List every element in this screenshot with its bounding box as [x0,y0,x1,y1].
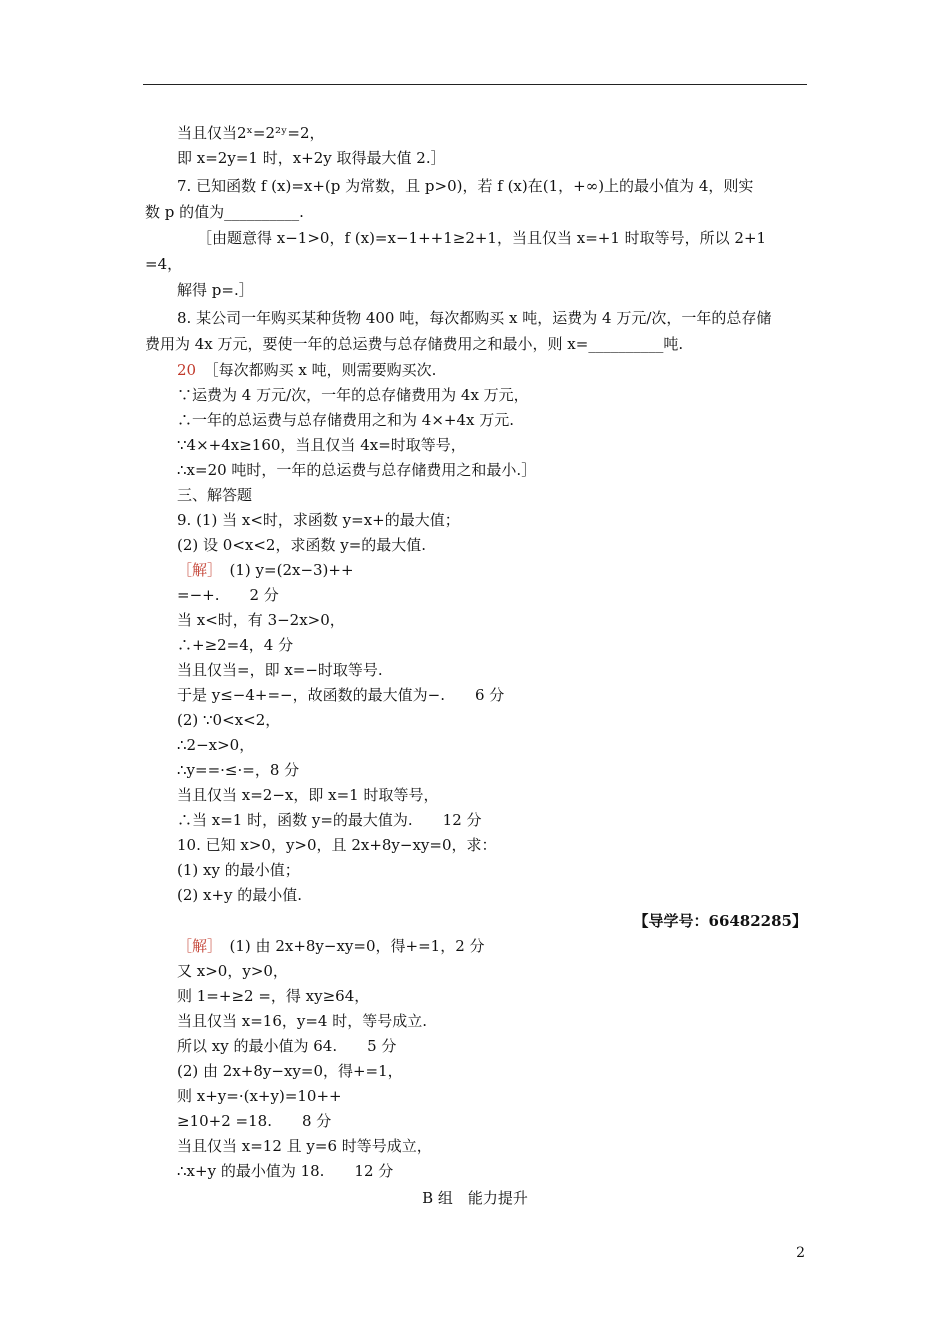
line-text: ∴+≥2=4，4 分 [177,636,294,654]
line-text: 又 x>0，y>0， [177,962,288,980]
text-line [177,511,807,529]
text-line [177,1012,807,1030]
line-text: (2) ∵0<x<2， [177,711,281,729]
text-line [177,561,807,579]
line-text: (1) 由 2x+8y−xy=0，得+=1，2 分 [229,937,485,955]
text-line [177,1037,807,1055]
answer-label: ［解］ [177,937,215,955]
answer-label: 20 [177,361,197,379]
line-text: ∴x+y 的最小值为 18. 12 分 [177,1162,394,1180]
line-text: (2) x+y 的最小值. [177,886,303,904]
text-line [177,861,807,879]
text-line [177,661,807,679]
text-line [177,937,807,955]
text-line [177,962,807,980]
text-line [177,1162,807,1180]
text-line [177,281,807,299]
line-text: (2) 由 2x+8y−xy=0，得+=1， [177,1062,403,1080]
line-text: 所以 xy 的最小值为 64. 5 分 [177,1037,397,1055]
line-text: 三、解答题 [177,486,253,504]
text-line [177,486,807,504]
text-line [177,124,807,142]
text-line [177,1137,807,1155]
answer-label: ［解］ [177,561,215,579]
line-text: 解得 p=.］ [177,281,254,299]
line-text: 费用为 4x 万元，要使一年的总运费与总存储费用之和最小，则 x=__________吨. [145,335,684,353]
text-line [177,611,807,629]
line-text: ［由题意得 x−1>0，f (x)=x−1++1≥2+1，当且仅当 x=+1 时取等号，所以 2+1 [197,229,767,247]
text-line [177,586,807,604]
line-text: 10. 已知 x>0，y>0，且 2x+8y−xy=0，求： [177,836,497,854]
line-text: =−+. 2 分 [177,586,279,604]
line-text: ∵运费为 4 万元/次，一年的总存储费用为 4x 万元， [177,386,529,404]
line-text: =4， [145,255,183,273]
line-text: 当且仅当 x=12 且 y=6 时等号成立， [177,1137,432,1155]
line-text: 【导学号：66482285】 [633,912,807,930]
line-text: 当且仅当 x=16，y=4 时，等号成立. [177,1012,428,1030]
line-text: 当且仅当 x=2−x，即 x=1 时取等号， [177,786,439,804]
text-line [177,386,807,404]
text-line [177,1087,807,1105]
line-text: ［每次都购买 x 吨，则需要购买次. [211,361,437,379]
line-text: (2) 设 0<x<2，求函数 y=的最大值. [177,536,427,554]
text-line [177,761,807,779]
text-line [177,886,807,904]
line-text: 当且仅当=，即 x=−时取等号. [177,661,383,679]
text-line [177,686,807,704]
line-text: 则 1=+≥2 =，得 xy≥64， [177,987,370,1005]
text-line [177,736,807,754]
line-text: 8. 某公司一年购买某种货物 400 吨，每次都购买 x 吨，运费为 4 万元/次，一年的总存储 [177,309,772,327]
text-line [177,1112,807,1130]
text-line [145,255,775,273]
line-text: 即 x=2y=1 时，x+2y 取得最大值 2.］ [177,149,446,167]
text-line [197,229,827,247]
line-text: 9. (1) 当 x<时，求函数 y=x+的最大值； [177,511,460,529]
reference-number [634,912,808,930]
line-text: (1) xy 的最小值； [177,861,300,879]
line-text: 当且仅当2ˣ=2²ʸ=2， [177,124,325,142]
line-text: ∵4×+4x≥160，当且仅当 4x=时取等号， [177,436,466,454]
text-line [177,309,807,327]
line-text: ∴y==·≤·=，8 分 [177,761,300,779]
text-line [177,786,807,804]
line-text: 则 x+y=·(x+y)=10++ [177,1087,342,1105]
text-line [177,711,807,729]
text-line [177,177,807,195]
line-text: 于是 y≤−4+=−，故函数的最大值为−. 6 分 [177,686,505,704]
text-line [177,149,807,167]
text-line [177,411,807,429]
line-text: ∴当 x=1 时，函数 y=的最大值为. 12 分 [177,811,482,829]
text-line [177,811,807,829]
line-text: ≥10+2 =18. 8 分 [177,1112,332,1130]
text-line [177,361,807,379]
text-line [177,987,807,1005]
text-line [177,636,807,654]
line-text: ∴x=20 吨时，一年的总运费与总存储费用之和最小.］ [177,461,537,479]
text-line [177,1062,807,1080]
text-line [145,203,775,221]
line-text: (1) y=(2x−3)++ [229,561,354,579]
text-line [145,335,775,353]
line-text: 当 x<时，有 3−2x>0， [177,611,345,629]
section-heading [0,1189,950,1207]
text-line [177,436,807,454]
text-line [177,461,807,479]
line-text: ∴2−x>0， [177,736,255,754]
page-number: 2 [796,1245,805,1261]
line-text: ∴一年的总运费与总存储费用之和为 4×+4x 万元. [177,411,514,429]
text-line [177,536,807,554]
line-text: 7. 已知函数 f (x)=x+(p 为常数，且 p>0)，若 f (x)在(1，+∞)上的最小值为 4，则实 [177,177,754,195]
line-text: B 组 能力提升 [422,1189,528,1207]
line-text: 数 p 的值为__________. [145,203,304,221]
text-line [177,836,807,854]
